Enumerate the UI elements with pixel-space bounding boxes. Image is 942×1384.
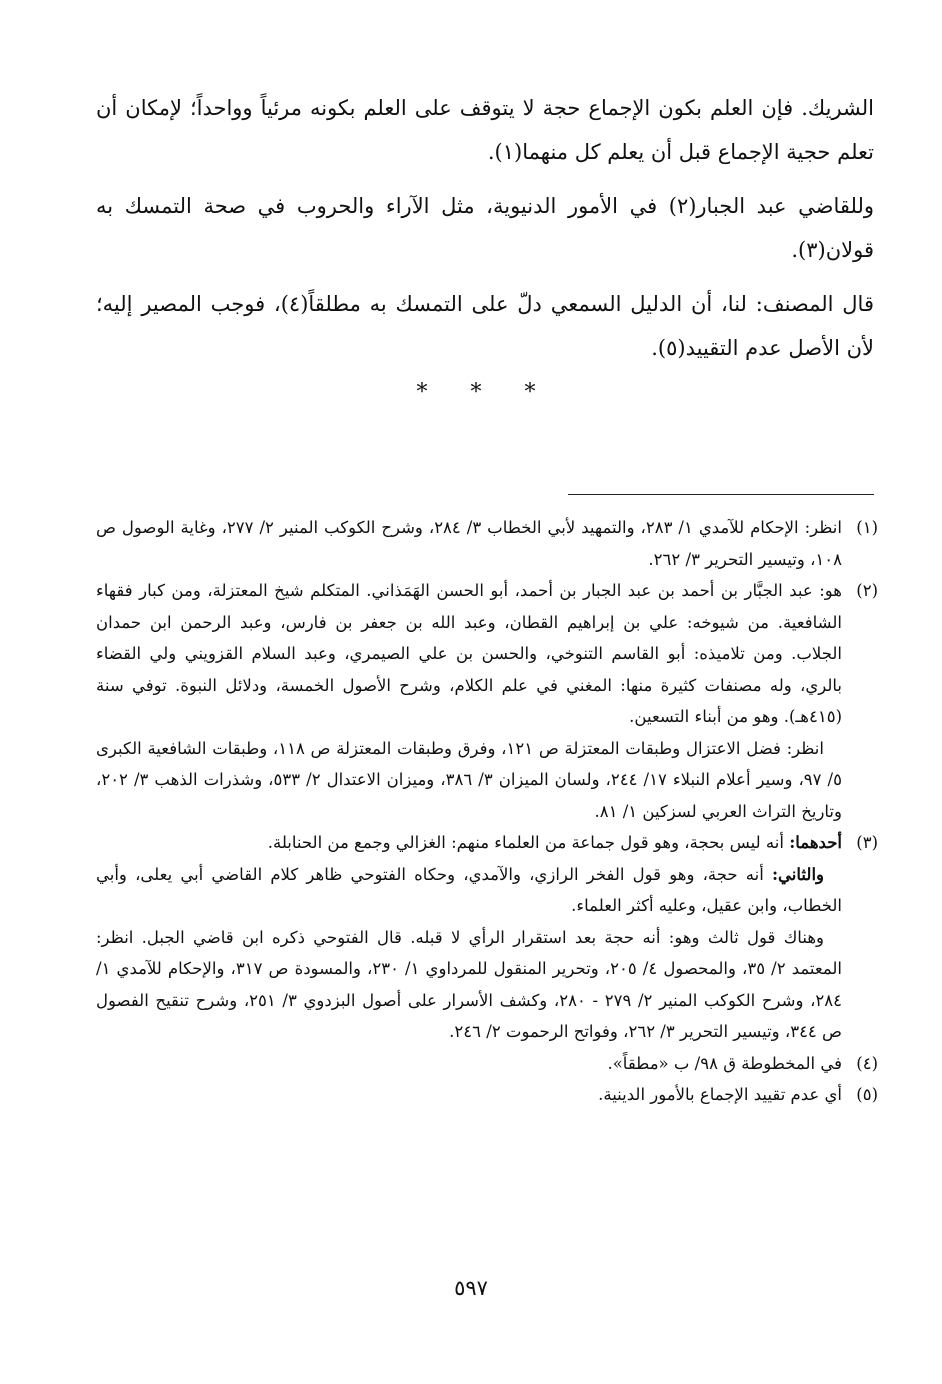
footnote-text: انظر: فضل الاعتزال وطبقات المعتزلة ص ١٢١، وفرق وطبقات المعتزلة ص ١١٨، وطبقات الشافعية الكبرى ٥/ ٩٧، وسير أعلام النبلاء ١٧/ ٢٤٤، ولسان الميزان ٣/ ٣٨٦، وميزان الاعتدال ٢/ ٥٣٣، وشذرات الذهب ٣/ ٢٠٢، وتاريخ التراث العربي لسزكين ١/ ٨١. [96, 738, 842, 821]
footnote-text: انظر: الإحكام للآمدي ١/ ٢٨٣، والتمهيد لأبي الخطاب ٣/ ٢٨٤، وشرح الكوكب المنير ٢/ ٢٧٧، وغاية الوصول ص ١٠٨، وتيسير التحرير ٣/ ٢٦٢. [96, 518, 842, 569]
footnote [96, 1048, 878, 1080]
main-text [96, 86, 874, 408]
footnote-number: (٣) [856, 833, 878, 852]
section-separator: * * * [416, 380, 554, 405]
footnote-text: أنه ليس بحجة، وهو قول جماعة من العلماء منهم: الغزالي وجمع من الحنابلة. [267, 833, 790, 852]
footnote [96, 512, 878, 575]
main-paragraph: الشريك. فإن العلم بكون الإجماع حجة لا يتوقف على العلم بكونه مرئياً وواحداً؛ لإمكان أن تعلم حجية الإجماع قبل أن يعلم كل منهما(١). [96, 96, 874, 164]
footnote-text: في المخطوطة ق ٩٨/ ب «مطقاً». [607, 1053, 842, 1073]
main-paragraph: قال المصنف: لنا، أن الدليل السمعي دلّ على التمسك به مطلقاً(٤)، فوجب المصير إليه؛ لأن الأصل عدم التقييد(٥). [96, 292, 874, 360]
footnote [96, 827, 878, 1048]
footnote-number: (٢) [856, 581, 878, 600]
page-number: ٥٩٧ [454, 1276, 488, 1300]
footnote-lead: أحدهما: [789, 833, 842, 852]
footnote-text: أنه حجة، وهو قول الفخر الرازي، والآمدي، وحكاه الفتوحي ظاهر كلام القاضي أبي يعلى، وأبي الخطاب، وابن عقيل، وعليه أكثر العلماء. [96, 864, 842, 915]
footnotes [96, 512, 878, 1111]
main-paragraph: وللقاضي عبد الجبار(٢) في الأمور الدنيوية، مثل الآراء والحروب في صحة التمسك به قولان(٣). [96, 194, 875, 262]
footnote [96, 1079, 878, 1111]
footnote-text: هو: عبد الجبَّار بن أحمد بن عبد الجبار بن أحمد، أبو الحسن الهَمَذاني. المتكلم شيخ المعتزلة، ومن كبار فقهاء الشافعية. من شيوخه: علي بن إبراهيم القطان، وعبد الله بن جعفر بن فارس، وعبد الرحمن ابن حمدان الجلاب. ومن تلاميذه: أبو القاسم التنوخي، والحسن بن علي الصيمري، وعبد السلام القزويني ولي القضاء بالري، وله مصنفات كثيرة منها: المغني في علم الكلام، وشرح الأصول الخمسة، ودلائل النبوة. توفي سنة (٤١٥هـ). وهو من أبناء التسعين. [96, 581, 842, 726]
footnote-text: وهناك قول ثالث وهو: أنه حجة بعد استقرار الرأي لا قبله. قال الفتوحي ذكره ابن قاضي الجبل. انظر: المعتمد ٢/ ٣٥، والمحصول ٤/ ٢٠٥، وتحرير المنقول للمرداوي ١/ ٢٣٠، والمسودة ص ٣١٧، والإحكام للآمدي ١/ ٢٨٤، وشرح الكوكب المنير ٢/ ٢٧٩ - ٢٨٠، وكشف الأسرار على أصول البزدوي ٣/ ٢٥١، وشرح تنقيح الفصول ص ٣٤٤، وتيسير التحرير ٣/ ٢٦٢، وفواتح الرحموت ٢/ ٢٤٦. [96, 927, 842, 1041]
footnote [96, 575, 878, 827]
footnote-lead: والثاني: [771, 864, 824, 884]
footnote-number: (١) [856, 518, 878, 537]
footnote-number: (٤) [856, 1053, 878, 1073]
footnote-number: (٥) [856, 1085, 878, 1104]
footnote-text: أي عدم تقييد الإجماع بالأمور الدينية. [598, 1085, 842, 1104]
footnote-divider [568, 494, 874, 495]
